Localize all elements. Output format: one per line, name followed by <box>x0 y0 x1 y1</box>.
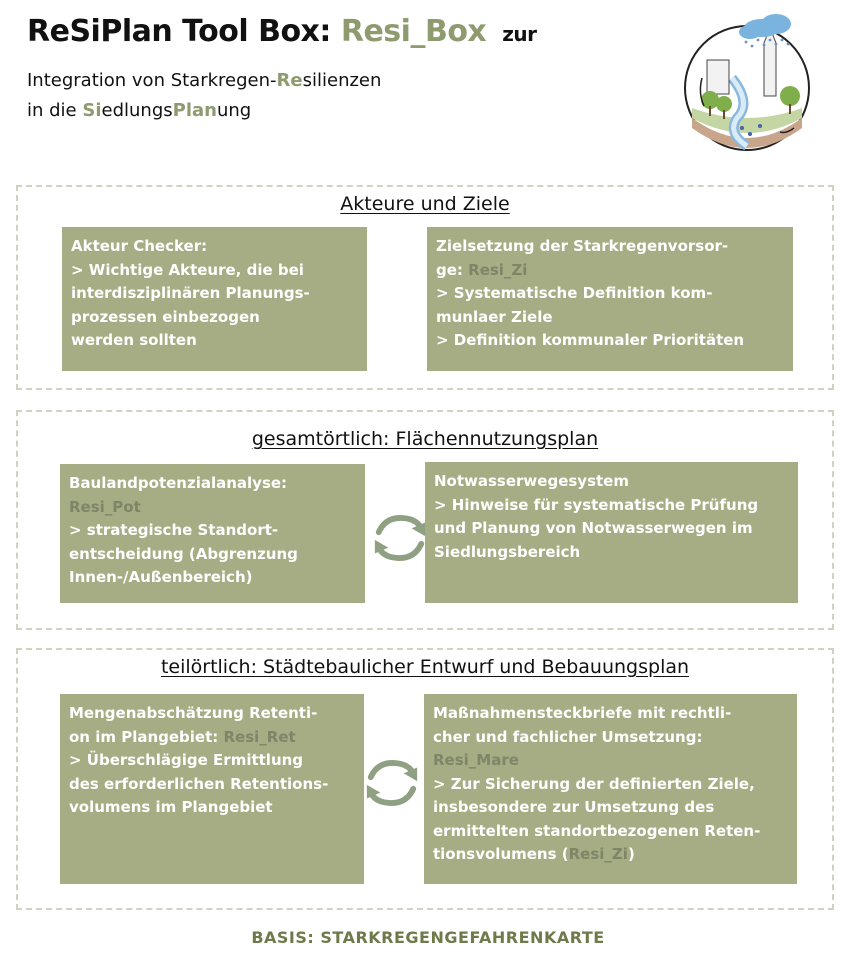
page-subtitle <box>27 66 381 126</box>
subtitle-text: ung <box>216 100 252 121</box>
box-text: munlaer Ziele <box>436 307 553 326</box>
box-text: cher und fachlicher Umsetzung: <box>433 727 703 746</box>
box-text: Zielsetzung der Starkregenvorsor- <box>436 237 729 255</box>
box-text: ermittelten standortbezogenen Reten- <box>433 821 761 840</box>
section-title-bplan: teilörtlich: Städtebaulicher Entwurf und Bebauungsplan <box>160 656 690 678</box>
box-text: Siedlungsbereich <box>434 542 581 561</box>
subtitle-text: edlungs <box>101 100 173 121</box>
section-fnp <box>16 410 834 630</box>
box-text <box>433 843 788 867</box>
cycle-arrows-icon <box>363 754 421 812</box>
box-text-part: ge: <box>436 260 469 279</box>
box-text: > Wichtige Akteure, die bei <box>71 260 304 279</box>
box-text: > Systematische Definition kom- <box>436 284 713 302</box>
box-text-part: ) <box>627 845 635 863</box>
box-text: Mengenabschätzung Retenti- <box>69 704 318 722</box>
box-text: > Überschlägige Ermittlung <box>69 751 304 769</box>
box-text: werden sollten <box>71 331 197 349</box>
box-text: Baulandpotenzialanalyse: <box>69 474 288 492</box>
section-actors <box>16 185 834 390</box>
box-text: > Zur Sicherung der definierten Ziele, <box>433 774 755 793</box>
box-text: entscheidung (Abgrenzung <box>69 544 298 563</box>
resi-tool-label: Resi_Mare <box>433 751 519 769</box>
box-text <box>436 259 784 283</box>
subtitle-highlight: Si <box>82 100 102 121</box>
resi-tool-label: Resi_Ret <box>223 727 296 746</box>
subtitle-text: Integration von Starkregen- <box>27 70 277 91</box>
subtitle-text: silienzen <box>302 70 382 91</box>
box-text: > Definition kommunaler Prioritäten <box>436 331 745 349</box>
box-text: des erforderlichen Retentions- <box>69 774 329 793</box>
resi-tool-label: Resi_Pot <box>69 497 141 516</box>
box-baulandpotenzial <box>60 464 365 603</box>
subtitle-text: in die <box>27 100 83 121</box>
box-text: volumens im Plangebiet <box>69 798 273 816</box>
box-text: Akteur Checker: <box>71 237 208 255</box>
box-actor-checker <box>62 227 367 371</box>
cycle-arrows-icon <box>371 509 429 567</box>
box-mengenabschaetzung <box>60 694 364 884</box>
title-accent: Resi_Box <box>340 14 487 49</box>
subtitle-highlight: Plan <box>172 100 217 121</box>
box-text: und Planung von Notwasserwegen im <box>434 519 753 537</box>
box-goal-setting <box>427 227 793 371</box>
section-title-actors: Akteure und Ziele <box>340 193 510 215</box>
box-text-part: tionsvolumens ( <box>433 845 569 863</box>
water-cycle-logo-icon <box>672 8 822 158</box>
box-massnahmensteckbriefe <box>424 694 797 884</box>
box-notwasserwege <box>425 462 798 603</box>
box-text: insbesondere zur Umsetzung des <box>433 798 715 816</box>
box-text: interdisziplinären Planungs- <box>71 284 310 302</box>
box-text-part: on im Plangebiet: <box>69 727 224 746</box>
title-main: ReSiPlan Tool Box: <box>27 14 331 49</box>
footer-basis: BASIS: STARKREGENGEFAHRENKARTE <box>251 928 605 947</box>
title-zur: zur <box>502 22 537 46</box>
box-text: Innen-/Außenbereich) <box>69 568 253 586</box>
box-text: Notwasserwegesystem <box>434 472 629 490</box>
section-title-fnp: gesamtörtlich: Flächennutzungsplan <box>251 428 599 450</box>
box-text: prozessen einbezogen <box>71 307 260 326</box>
subtitle-highlight: Re <box>276 70 303 91</box>
subtitle-line-2 <box>27 96 381 126</box>
resi-tool-label: Resi_Zi <box>568 845 628 863</box>
box-text: > strategische Standort- <box>69 521 279 539</box>
box-text: > Hinweise für systematische Prüfung <box>434 495 759 514</box>
box-text: Maßnahmensteckbriefe mit rechtli- <box>433 704 732 722</box>
subtitle-line-1 <box>27 66 381 96</box>
section-bplan <box>16 648 834 910</box>
page-title <box>27 14 536 49</box>
box-text <box>69 726 355 750</box>
resi-tool-label: Resi_Zi <box>468 260 528 279</box>
